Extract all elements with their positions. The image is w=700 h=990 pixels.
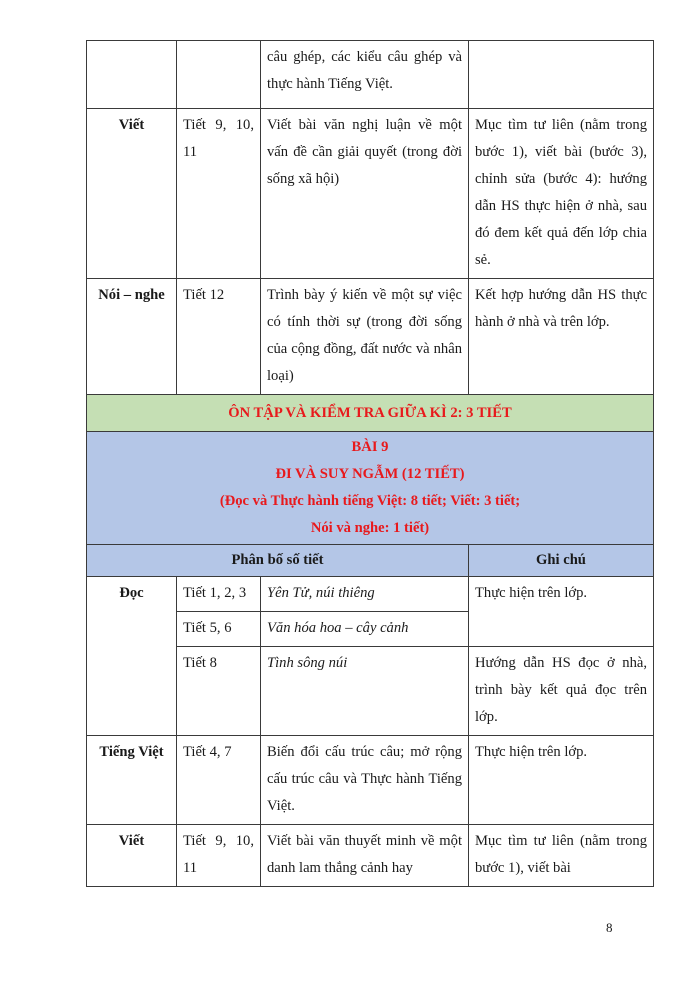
skill-label: Tiếng Việt — [87, 736, 177, 825]
period-cell: Tiết 9, 10, 11 — [177, 109, 261, 279]
note-cell: Hướng dẫn HS đọc ở nhà, trình bày kết quả đọc trên lớp. — [469, 647, 654, 736]
review-banner-row — [87, 395, 654, 432]
skill-label: Đọc — [87, 577, 177, 736]
note-cell: Thực hiện trên lớp. — [469, 736, 654, 825]
lesson-detail-1: (Đọc và Thực hành tiếng Việt: 8 tiết; Viết: 3 tiết; — [219, 493, 521, 509]
note-cell: Mục tìm tư liên (nằm trong bước 1), viết bài (bước 3), chỉnh sửa (bước 4): hướng dẫn HS thực hiện ở nhà, sau đó đem kết quả đến lớp chia sẻ. — [469, 109, 654, 279]
period-cell: Tiết 5, 6 — [177, 612, 261, 647]
content-cell: Yên Tử, núi thiêng — [261, 577, 469, 612]
content-cell: Trình bày ý kiến về một sự việc có tính thời sự (trong đời sống của cộng đồng, đất nước và nhân loại) — [261, 279, 469, 395]
content-cell: Viết bài văn nghị luận về một vấn đề cần giải quyết (trong đời sống xã hội) — [261, 109, 469, 279]
period-cell: Tiết 4, 7 — [177, 736, 261, 825]
header-allocation: Phân bố số tiết — [87, 545, 469, 577]
content-cell: Văn hóa hoa – cây cảnh — [261, 612, 469, 647]
page-number: 8 — [606, 920, 613, 935]
lesson-banner-row — [87, 432, 654, 545]
lesson-number: BÀI 9 — [351, 439, 389, 455]
period-cell: Tiết 1, 2, 3 — [177, 577, 261, 612]
table-row — [87, 41, 654, 109]
skill-label: Viết — [87, 109, 177, 279]
note-cell: Kết hợp hướng dẫn HS thực hành ở nhà và trên lớp. — [469, 279, 654, 395]
table-row — [87, 577, 654, 612]
skill-label — [87, 41, 177, 109]
note-cell: Mục tìm tư liên (nằm trong bước 1), viết bài — [469, 825, 654, 887]
table-row — [87, 736, 654, 825]
period-cell: Tiết 8 — [177, 647, 261, 736]
period-cell — [177, 41, 261, 109]
content-cell: câu ghép, các kiểu câu ghép và thực hành Tiếng Việt. — [261, 41, 469, 109]
review-banner: ÔN TẬP VÀ KIỂM TRA GIỮA KÌ 2: 3 TIẾT — [87, 395, 654, 432]
content-cell: Viết bài văn thuyết minh về một danh lam thắng cảnh hay — [261, 825, 469, 887]
period-cell: Tiết 12 — [177, 279, 261, 395]
column-header-row — [87, 545, 654, 577]
note-cell — [469, 41, 654, 109]
table-row — [87, 279, 654, 395]
skill-label: Nói – nghe — [87, 279, 177, 395]
content-cell: Biến đổi cấu trúc câu; mở rộng cấu trúc câu và Thực hành Tiếng Việt. — [261, 736, 469, 825]
period-cell: Tiết 9, 10, 11 — [177, 825, 261, 887]
lesson-title: ĐI VÀ SUY NGẪM (12 TIẾT) — [275, 466, 465, 482]
lesson-plan-table — [86, 40, 654, 887]
header-note: Ghi chú — [469, 545, 654, 577]
lesson-banner — [87, 432, 654, 545]
skill-label: Viết — [87, 825, 177, 887]
table-row — [87, 825, 654, 887]
lesson-detail-2: Nói và nghe: 1 tiết) — [310, 520, 430, 536]
table-row — [87, 109, 654, 279]
content-cell: Tình sông núi — [261, 647, 469, 736]
note-cell: Thực hiện trên lớp. — [469, 577, 654, 647]
